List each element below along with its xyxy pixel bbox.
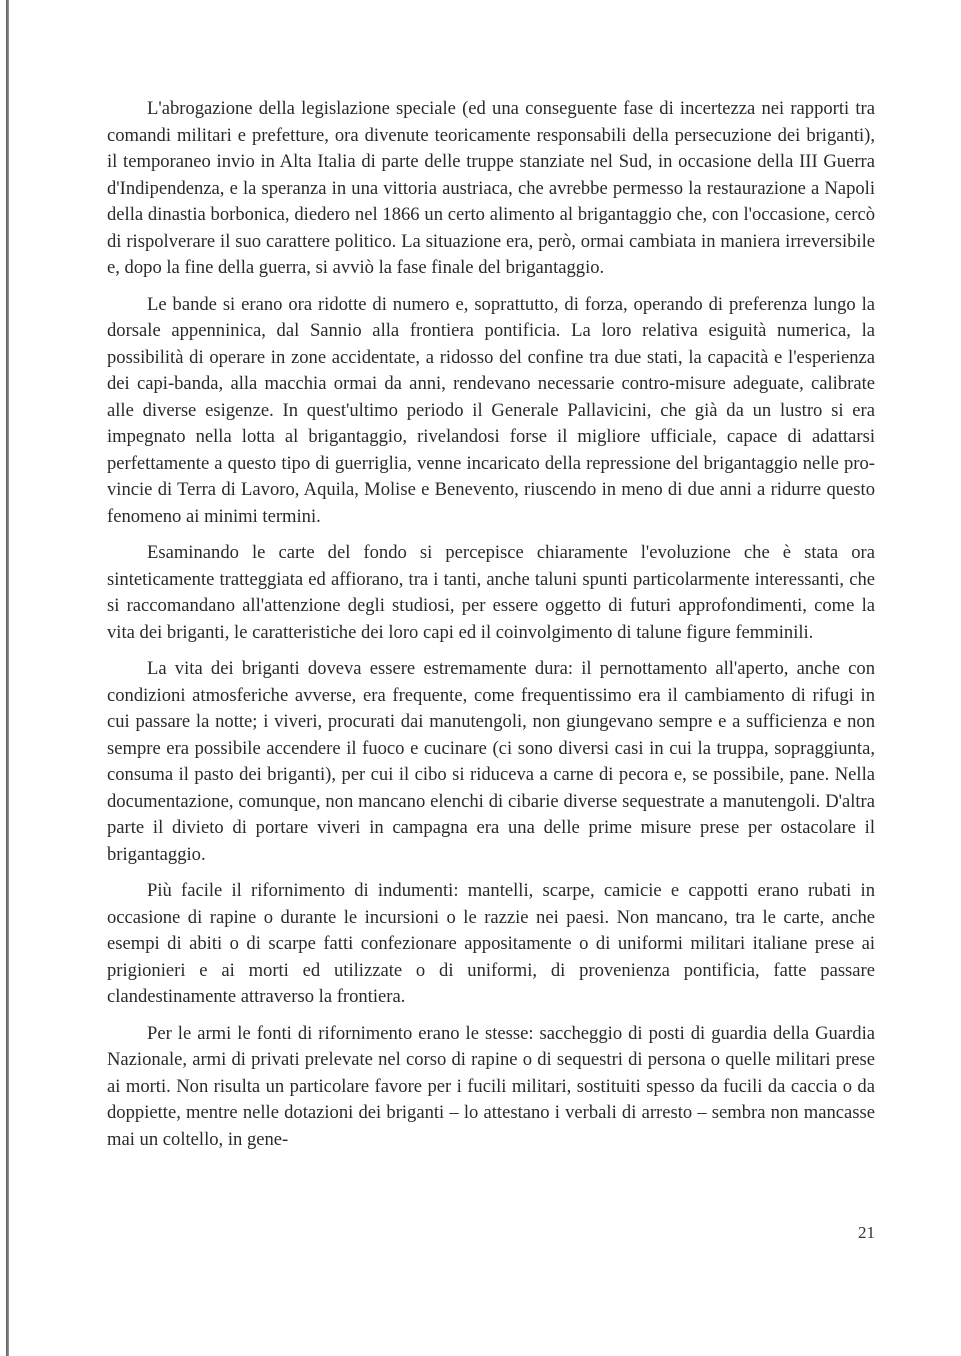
paragraph-5: Più facile il rifornimento di indumenti: mantelli, scarpe, camicie e cappotti erano rubati in occasione di rapine o durante le incursioni o le razzie nei paesi. Non mancano, tra le carte, anche esempi di abiti o di scarpe fatti confezionare appositamente o di uniformi militari italiane prese ai prigionieri e ai morti ed utilizzate o di uniformi, di provenienza pontificia, fatte passare clandestinamente attraverso la frontiera. [107,880,875,1007]
paragraph-4: La vita dei briganti doveva essere estremamente dura: il pernottamento all'aperto, anche con condizioni atmosferiche avverse, era frequente, come frequentissimo era il cambiamento di rifugi in cui passare la notte; i viveri, procurati dai manutengoli, non giungevano sempre e a sufficienza e non sempre era possibile accendere il fuoco e cucinare (ci sono diversi casi in cui la truppa, sopraggiunta, consuma il pasto dei briganti), per cui il cibo si riduceva a carne di pecora e, se possibile, pane. Nella documentazione, comunque, non mancano elenchi di cibarie diverse sequestrate a manutengoli. D'altra parte il divieto di portare viveri in campagna era una delle prime misure prese per ostacolare il brigantaggio. [107,658,875,865]
paragraph-6: Per le armi le fonti di rifornimento erano le stesse: saccheggio di posti di guardia della Guardia Nazionale, armi di privati prelevate nel corso di rapine o di sequestri di persona o quelle militari prese ai morti. Non risulta un particolare favore per i fucili militari, sostituiti spesso da fucili da caccia o da doppiette, mentre nelle dotazioni dei briganti – lo attestano i verbali di arresto – sembra non mancasse mai un coltello, in gene- [107,1022,875,1150]
page-body [107,96,875,1163]
binding-edge-line [6,0,9,1356]
paragraph-3: Esaminando le carte del fondo si percepisce chiaramente l'evoluzione che è stata ora sinteticamente tratteggiata ed affiorano, tra i tanti, anche taluni spunti particolarmente interessanti, che si raccomandano all'attenzione degli studiosi, per essere oggetto di futuri approfondimenti, come la vita dei briganti, le caratteristiche dei loro capi ed il coinvolgimento di talune figure femminili. [107,542,875,643]
paragraph-1: L'abrogazione della legislazione speciale (ed una conseguente fase di incertezza nei rapporti tra comandi militari e prefetture, ora divenute teoricamente responsabili della persecuzione dei briganti), il temporaneo invio in Alta Italia di parte delle truppe stanziate nel Sud, in occasione della III Guerra d'Indipendenza, e la speranza in una vittoria austriaca, che avrebbe permesso la restaurazione a Napoli della dinastia borbonica, diedero nel 1866 un certo alimento al brigantaggio che, con l'occasione, cercò di rispolverare il suo carattere politico. La situazione era, però, ormai cambiata in maniera irreversibile e, dopo la fine della guerra, si avviò la fase finale del brigantaggio. [107,98,875,278]
page-number: 21 [858,1223,875,1242]
paragraph-2: Le bande si erano ora ridotte di numero e, soprattutto, di forza, operando di preferenza lungo la dorsale appenninica, dal Sannio alla frontiera pontificia. La loro relativa esiguità numerica, la possibilità di operare in zone accidentate, a ridosso del confine tra due stati, la capacità e l'esperienza dei capi-banda, alla macchia ormai da anni, rendevano necessarie contro-misure adeguate, calibrate alle diverse esigenze. In quest'ultimo periodo il Generale Pallavicini, che già da un lustro si era impegnato nella lotta al brigantaggio, rivelandosi forse il migliore ufficiale, capace di adattarsi perfettamente a questo tipo di guerriglia, venne incaricato della repressione del brigantaggio nelle provincie di Terra di Lavoro, Aquila, Molise e Benevento, riuscendo in meno di due anni a ridurre questo fenomeno ai minimi termini. [107,293,875,527]
